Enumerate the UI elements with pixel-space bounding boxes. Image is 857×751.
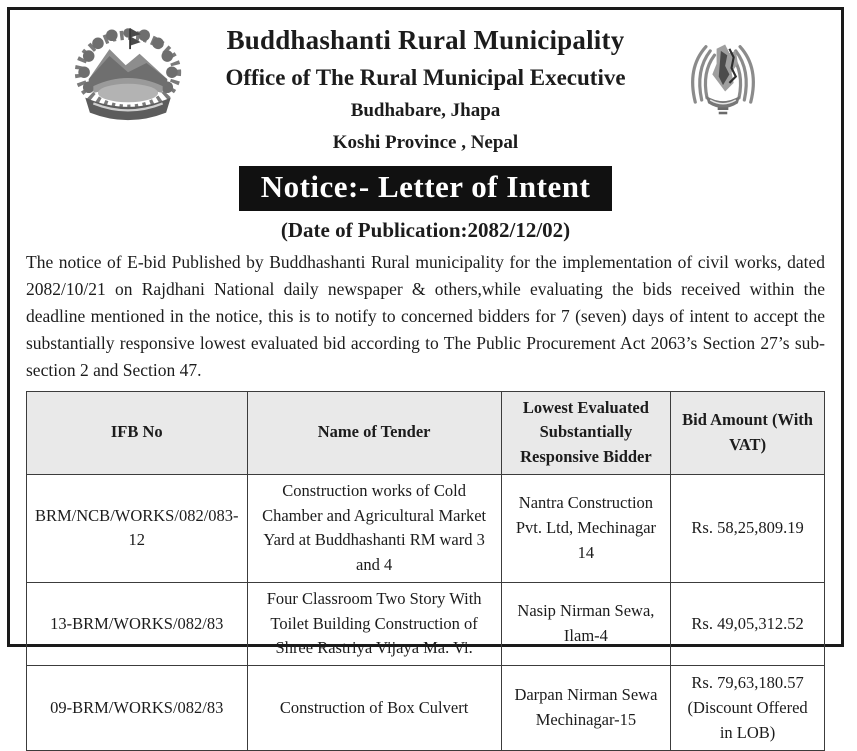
table-row xyxy=(27,582,825,665)
tender-table-body xyxy=(27,474,825,750)
header-bid-amount: Bid Amount (With VAT) xyxy=(671,391,825,474)
cell-ifb-no: 13-BRM/WORKS/082/83 xyxy=(27,582,248,665)
table-row xyxy=(27,474,825,582)
table-header-row xyxy=(27,391,825,474)
cell-bid-amount: Rs. 49,05,312.52 xyxy=(671,582,825,665)
cell-ifb-no: BRM/NCB/WORKS/082/083-12 xyxy=(27,474,248,582)
municipality-emblem-icon xyxy=(669,36,777,132)
notice-document xyxy=(7,7,844,742)
cell-bid-amount: Rs. 79,63,180.57 (Discount Offered in LOB) xyxy=(671,666,825,751)
document-inner xyxy=(10,10,841,742)
notice-body-text: The notice of E-bid Published by Buddhashanti Rural municipality for the implementation of civil works, dated 2082/10/21 on Rajdhani National daily newspaper & others,while evaluating the bids received within the deadline mentioned in the notice, this is to notify to concerned bidders for 7 (seven) days of intent to accept the substantially responsive lowest evaluated bid according to The Public Procurement Act 2063’s Section 27’s sub-section 2 and Section 47. xyxy=(26,252,825,380)
publication-date: (Date of Publication:2082/12/02) xyxy=(280,218,571,242)
tender-table-head xyxy=(27,391,825,474)
cell-tender-name: Construction of Box Culvert xyxy=(247,666,501,751)
organization-name: Buddhashanti Rural Municipality xyxy=(226,25,625,55)
cell-tender-name: Four Classroom Two Story With Toilet Building Construction of Shree Rastriya Vijaya Ma. Vi. xyxy=(247,582,501,665)
province-line: Koshi Province , Nepal xyxy=(332,131,519,153)
cell-tender-name: Construction works of Cold Chamber and Agricultural Market Yard at Buddhashanti RM ward 3 and 4 xyxy=(247,474,501,582)
header-lowest-bidder: Lowest Evaluated Substantially Responsive Bidder xyxy=(501,391,670,474)
header-name-of-tender: Name of Tender xyxy=(247,391,501,474)
table-row xyxy=(27,666,825,751)
address-line: Budhabare, Jhapa xyxy=(350,99,501,121)
cell-ifb-no: 09-BRM/WORKS/082/83 xyxy=(27,666,248,751)
cell-bidder: Darpan Nirman Sewa Mechinagar-15 xyxy=(501,666,670,751)
cell-bid-amount: Rs. 58,25,809.19 xyxy=(671,474,825,582)
cell-bidder: Nantra Construction Pvt. Ltd, Mechinagar 14 xyxy=(501,474,670,582)
tender-table xyxy=(26,391,825,751)
cell-bidder: Nasip Nirman Sewa, Ilam-4 xyxy=(501,582,670,665)
letterhead xyxy=(26,18,825,158)
notice-banner-wrap xyxy=(26,166,825,211)
header-ifb-no: IFB No xyxy=(27,391,248,474)
office-name: Office of The Rural Municipal Executive xyxy=(225,64,626,90)
notice-banner: Notice:- Letter of Intent xyxy=(239,166,613,211)
letterhead-text xyxy=(166,20,685,154)
